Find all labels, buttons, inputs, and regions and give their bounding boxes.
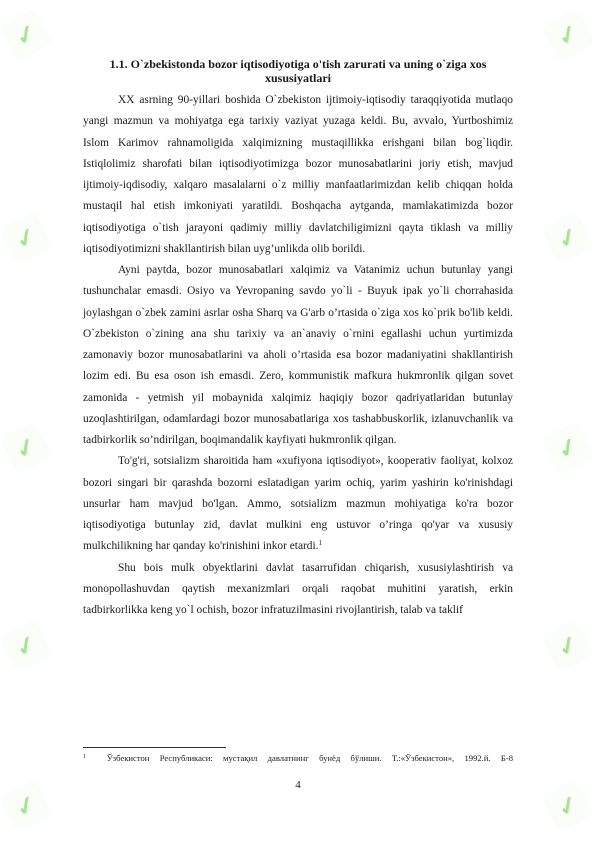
watermark-checkmark-icon: ✓: [541, 421, 595, 475]
paragraph-2: Ayni paytda, bozor munosabatlari xalqimiz va Vatanimiz uchun butunlay yangi tushunchalar emasdi. Osiyo va Yevropaning savdo yo`li - Buyuk ipak yo`li chorrahasida joylashgan o`zbek zamini asrlar osha Sharq va G'arb o’rtasida o`ziga xos ko`prik bo'lib keldi. O`zbekiston o`zining ana shu tarixiy va an`anaviy o`rnini egallashi uchun yurtimizda zamonaviy bozor munosabatlarini va aholi o’rtasida esa bozor madaniyatini shakllantirish lozim edi. Bu esa oson ish emasdi. Zero, kommunistik mafkura hukmronlik qilgan sovet zamonida - yetmish yil mobaynida xalqimiz haqiqiy bozor qadriyatlaridan butunlay uzoqlashtirilgan, odamlardagi bozor munosabatlariga xos tashabbuskorlik, izlanuvchanlik va tadbirkorlik so’ndirilgan, boqimandalik kayfiyati hukmronlik qilgan.: [83, 264, 513, 446]
page-number: 4: [295, 779, 301, 791]
watermark-checkmark-icon: ✓: [541, 211, 595, 265]
watermark-checkmark-icon: ✓: [0, 211, 53, 265]
watermark-checkmark-icon: ✓: [541, 779, 595, 833]
watermark-checkmark-icon: ✓: [0, 779, 53, 833]
paragraph-4: Shu bois mulk obyektlarini davlat tasarrufidan chiqarish, xususiylashtirish va monopollashuvdan qaytish mexanizmlari orqali raqobat muhitini yaratish, erkin tadbirkorlikka keng yo`l ochish, bozor infratuzilmasini rivojlantirish, talab va taklif: [83, 561, 513, 616]
footnote: [83, 753, 513, 764]
footnote-reference[interactable]: 1: [318, 539, 323, 548]
section-title: 1.1. O`zbekistonda bozor iqtisodiyotiga o'tish zarurati va uning o`ziga xos xususiyatlari: [109, 57, 487, 85]
footnote-marker: 1: [83, 754, 86, 760]
footnote-text: Ўзбекистон Республикаси: мустақил давлатнинг бунёд бўлиши. Т.:«Ўзбекистон», 1992.й. Б-8: [106, 753, 514, 763]
watermark-checkmark-icon: ✓: [0, 421, 53, 475]
footnote-separator: [83, 747, 226, 748]
paragraph-1: XX asrning 90-yillari boshida O`zbekiston ijtimoiy-iqtisodiy taraqqiyotida mutlaqo yangi mazmun va mohiyatga ega tarixiy vaziyat yuzaga keldi. Bu, avvalo, Yurtboshimiz Islom Karimov rahnamoligida xalqimizning mustaqillikka erishgani bilan bog`liqdir. Istiqlolimiz sharofati bilan iqtisodiyotimizga bozor munosabatlarini joriy etish, mavjud ijtimoiy-iqdisodiy, xalqaro masalalarni o`z milliy manfaatlarimizdan kelib chiqqan holda mustaqil hal etish imkoniyati yaratildi. Boshqacha aytganda, mamlakatimizda bozor iqtisodiyotiga o`tish jarayoni qadimiy milliy davlatchiligimizni qayta tiklash va milliy iqtisodiyotimizni shakllantirish bilan uyg’unlikda olib borildi.: [83, 94, 513, 255]
paragraph-3: [83, 451, 513, 557]
document-body: [83, 57, 513, 621]
watermark-checkmark-icon: ✓: [0, 8, 53, 62]
paragraph-3-text: To'g'ri, sotsializm sharoitida ham «xufiyona iqtisodiyot», kooperativ faoliyat, kolxoz bozori singari bir qarashda bozorni eslatadigan yarim ochiq, yarim yashirin ko'rinishdagi unsurlar ham mavjud bo'lgan. Ammo, sotsializm mazmun mohiyatiga ko'ra bozor iqtisodiyotiga butunlay zid, davlat mulkini eng ustuvor o’ringa qo'yar va xususiy mulkchilikning har qanday ko'rinishini inkor etardi.: [83, 455, 513, 553]
watermark-checkmark-icon: ✓: [541, 619, 595, 673]
watermark-checkmark-icon: ✓: [541, 8, 595, 62]
watermark-checkmark-icon: ✓: [0, 619, 53, 673]
